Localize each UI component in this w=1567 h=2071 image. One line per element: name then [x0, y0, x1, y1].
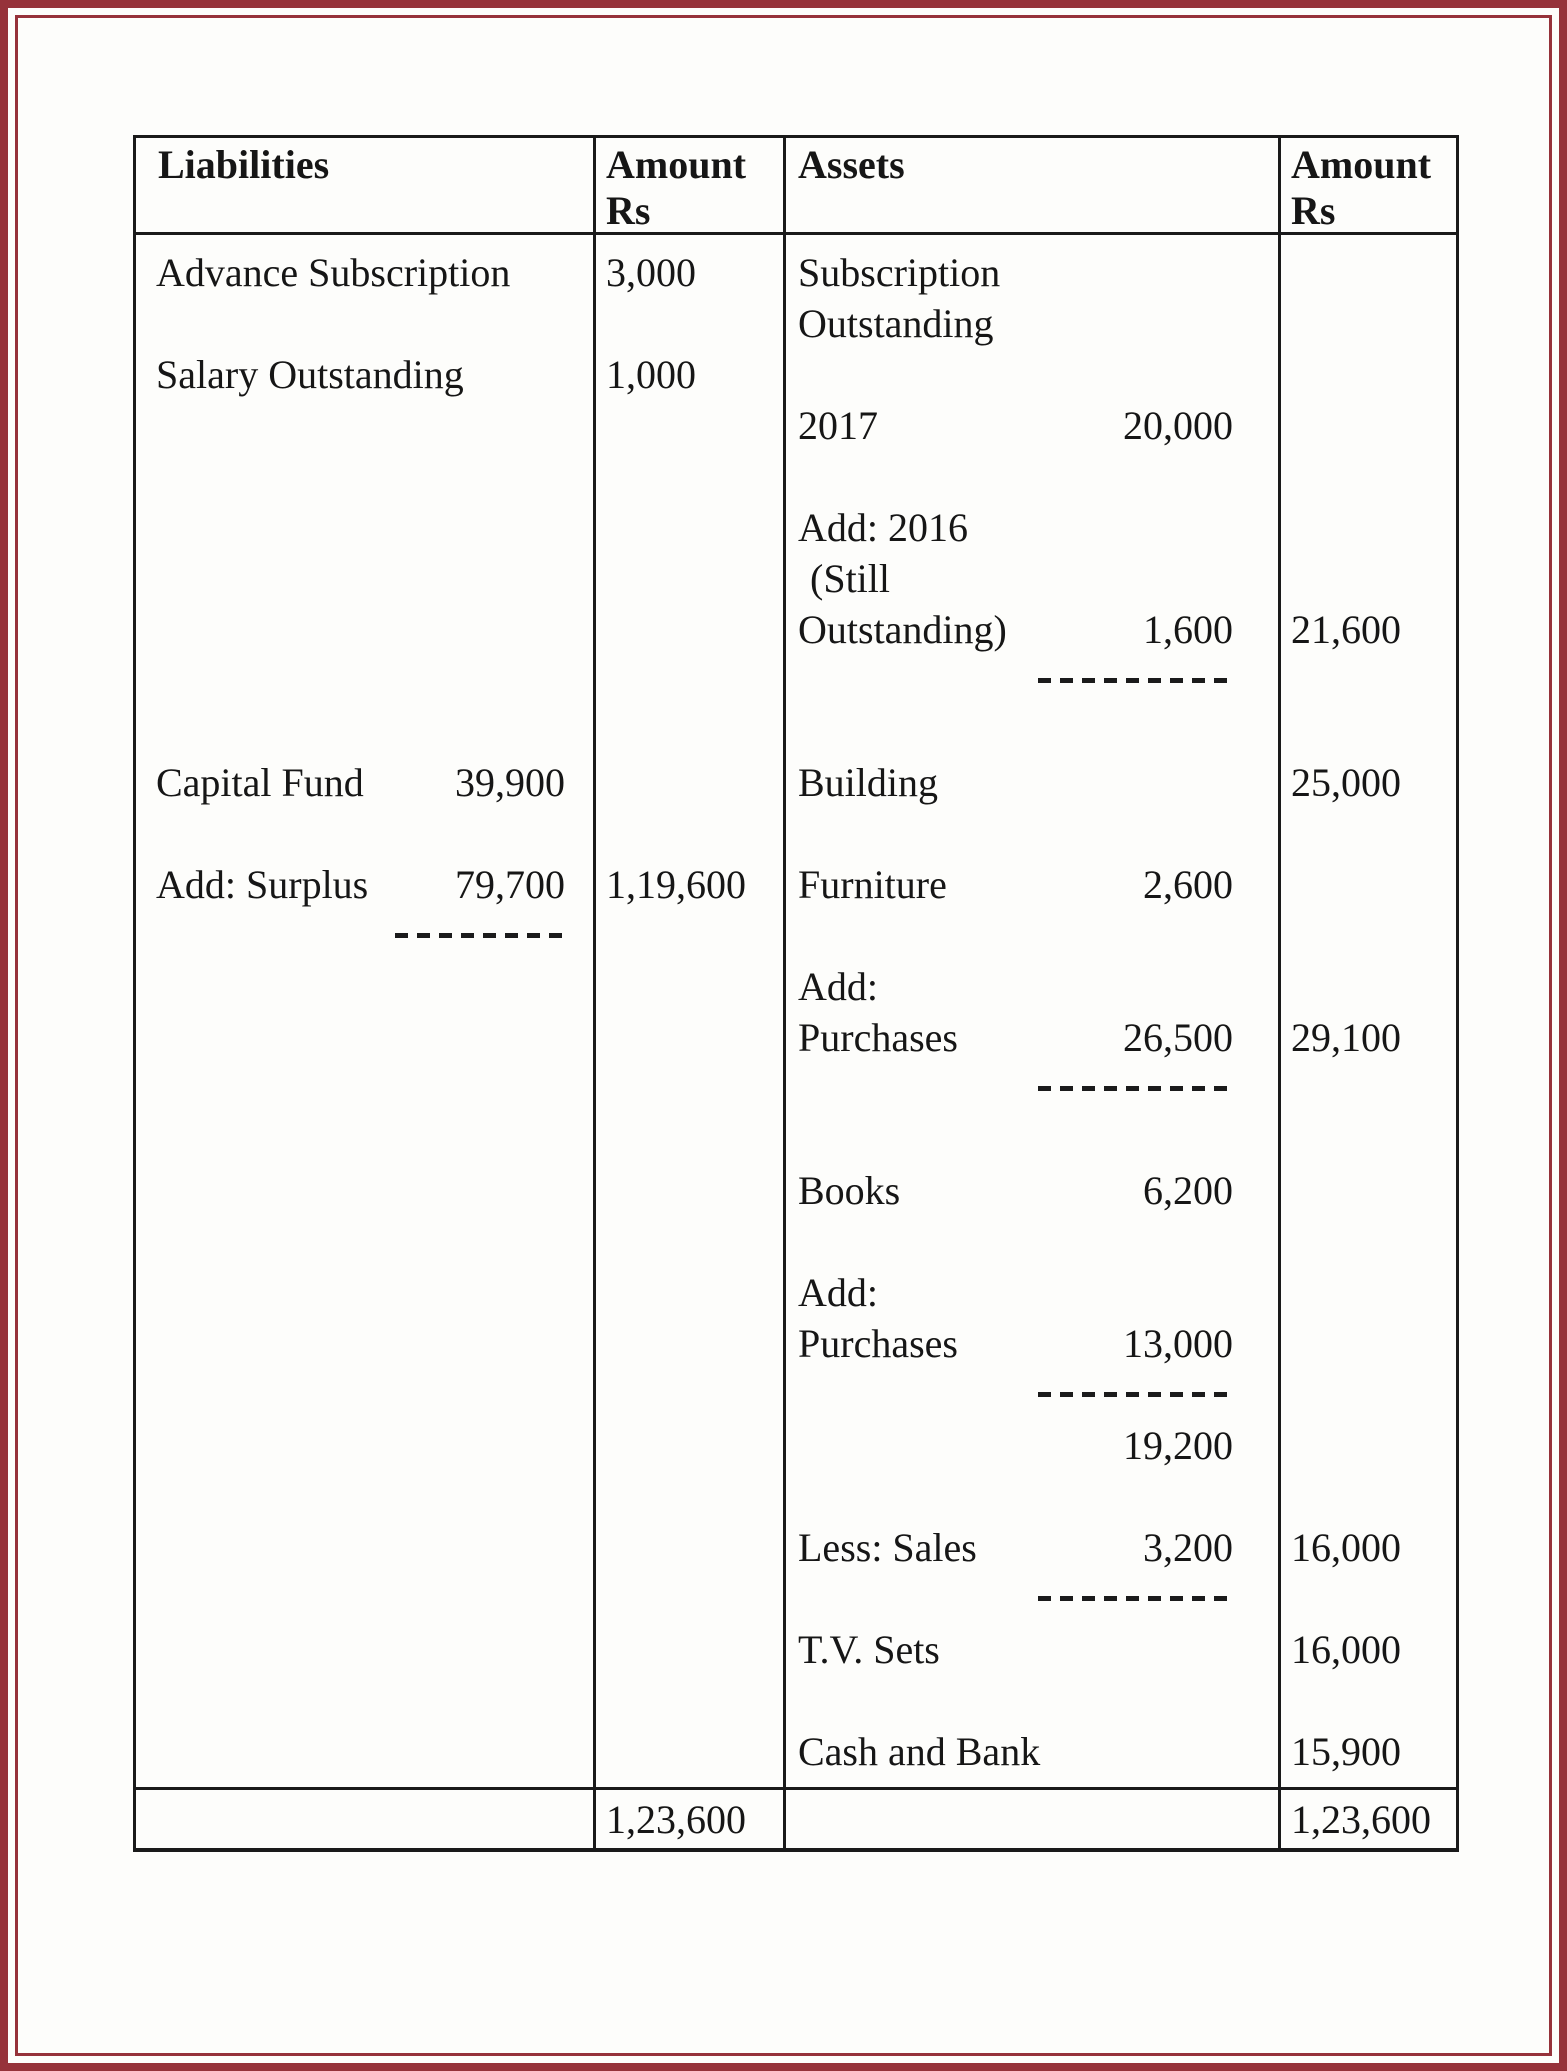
cell-assets-content — [786, 606, 1278, 653]
cell-assets-content — [786, 759, 1278, 806]
cell-assets-label: Add: 2016 — [798, 505, 968, 550]
cell-liabilities-content — [136, 351, 593, 398]
cell-assets — [786, 1318, 1281, 1369]
header-label: Rs — [1291, 188, 1336, 233]
cell-assets-label: T.V. Sets — [798, 1627, 940, 1672]
cell-amount-left — [596, 451, 786, 502]
cell-amount-right — [1281, 1216, 1456, 1267]
cell-assets — [786, 1471, 1281, 1522]
cell-amount-right — [1281, 1114, 1456, 1165]
cell-liabilities — [136, 1573, 596, 1624]
dashed-rule — [1038, 1086, 1233, 1091]
cell-liabilities-label: Add: Surplus — [156, 862, 369, 907]
cell-liabilities — [136, 1114, 596, 1165]
cell-amount-right — [1281, 502, 1456, 553]
cell-assets-content — [786, 249, 1278, 296]
table-row — [136, 1267, 1456, 1318]
table-row — [136, 1165, 1456, 1216]
cell-amount-right — [1281, 961, 1456, 1012]
table-row — [136, 1420, 1456, 1471]
cell-liabilities — [136, 1420, 596, 1471]
cell-amount-right — [1281, 1420, 1456, 1471]
table-body — [136, 235, 1456, 1787]
cell-assets-label: Furniture — [798, 862, 947, 907]
cell-amount-right — [1281, 655, 1456, 706]
cell-amount-left — [596, 1369, 786, 1420]
cell-amount-left — [596, 1012, 786, 1063]
cell-amount-right-value: 16,000 — [1291, 1525, 1401, 1570]
header-label: Amount — [1291, 142, 1432, 187]
total-liabilities-cell — [136, 1790, 596, 1848]
cell-liabilities — [136, 298, 596, 349]
cell-amount-right — [1281, 1165, 1456, 1216]
cell-liabilities-inner-amount: 79,700 — [455, 862, 565, 907]
cell-liabilities-inner-amount: 39,900 — [455, 760, 565, 805]
cell-assets-inner-amount: 19,200 — [1123, 1423, 1233, 1468]
cell-amount-left — [596, 1726, 786, 1777]
cell-assets — [786, 808, 1281, 859]
table-row — [136, 349, 1456, 400]
cell-amount-right — [1281, 859, 1456, 910]
cell-assets-content — [786, 1320, 1278, 1367]
table-row — [136, 1216, 1456, 1267]
cell-amount-left — [596, 859, 786, 910]
cell-assets-label: Add: — [798, 1270, 878, 1315]
cell-amount-left — [596, 604, 786, 655]
cell-liabilities — [136, 961, 596, 1012]
table-row — [136, 502, 1456, 553]
cell-assets — [786, 961, 1281, 1012]
cell-amount-right — [1281, 1267, 1456, 1318]
header-cell-liabilities — [136, 138, 596, 232]
cell-assets-label: Outstanding) — [798, 607, 1007, 652]
cell-amount-left — [596, 400, 786, 451]
cell-amount-right — [1281, 706, 1456, 757]
cell-liabilities — [136, 808, 596, 859]
cell-amount-left — [596, 1420, 786, 1471]
cell-assets-inner-amount: 1,600 — [1143, 607, 1233, 652]
cell-amount-right — [1281, 349, 1456, 400]
spacer-cell — [596, 1777, 786, 1787]
cell-amount-right — [1281, 1318, 1456, 1369]
cell-liabilities — [136, 1624, 596, 1675]
cell-assets — [786, 400, 1281, 451]
cell-assets — [786, 1267, 1281, 1318]
cell-assets — [786, 1063, 1281, 1114]
table-total-row — [136, 1787, 1456, 1848]
cell-assets — [786, 757, 1281, 808]
table-row — [136, 400, 1456, 451]
table-row — [136, 1369, 1456, 1420]
cell-amount-left — [596, 1165, 786, 1216]
cell-assets — [786, 349, 1281, 400]
spacer-cell — [136, 1777, 596, 1787]
table-row — [136, 910, 1456, 961]
table-row — [136, 757, 1456, 808]
cell-assets-content — [786, 1422, 1278, 1469]
dashed-rule — [395, 933, 565, 938]
cell-amount-right-value: 15,900 — [1291, 1729, 1401, 1774]
cell-assets — [786, 1165, 1281, 1216]
cell-amount-left — [596, 1318, 786, 1369]
cell-assets-inner-amount: 2,600 — [1143, 862, 1233, 907]
cell-amount-right — [1281, 1726, 1456, 1777]
total-amount-left-cell — [596, 1790, 786, 1848]
header-cell-assets — [786, 138, 1281, 232]
table-row — [136, 961, 1456, 1012]
table-row — [136, 1675, 1456, 1726]
cell-amount-right-value: 25,000 — [1291, 760, 1401, 805]
cell-amount-right — [1281, 1675, 1456, 1726]
cell-liabilities-label: Advance Subscription — [156, 250, 511, 295]
cell-assets — [786, 1012, 1281, 1063]
header-cell-amount-left — [596, 138, 786, 232]
cell-assets-inner-amount: 20,000 — [1123, 403, 1233, 448]
cell-amount-left — [596, 1624, 786, 1675]
cell-liabilities — [136, 1165, 596, 1216]
cell-assets-content — [786, 504, 1278, 551]
cell-liabilities-content — [136, 861, 593, 908]
table-row — [136, 553, 1456, 604]
cell-amount-left — [596, 1675, 786, 1726]
table-row — [136, 1726, 1456, 1777]
table-row — [136, 1522, 1456, 1573]
cell-assets — [786, 1624, 1281, 1675]
cell-assets — [786, 298, 1281, 349]
table-row — [136, 451, 1456, 502]
table-row — [136, 1114, 1456, 1165]
cell-assets-label: Purchases — [798, 1321, 958, 1366]
cell-assets — [786, 910, 1281, 961]
header-label: Liabilities — [158, 142, 330, 187]
spacer-cell — [1281, 235, 1456, 247]
spacer-cell — [596, 235, 786, 247]
cell-assets-content — [786, 1269, 1278, 1316]
cell-amount-right — [1281, 247, 1456, 298]
total-amount-left-value: 1,23,600 — [606, 1796, 746, 1842]
cell-amount-right — [1281, 1624, 1456, 1675]
cell-assets-content — [786, 1626, 1278, 1673]
cell-assets-label: Add: — [798, 964, 878, 1009]
cell-assets — [786, 604, 1281, 655]
cell-liabilities — [136, 1012, 596, 1063]
cell-liabilities — [136, 604, 596, 655]
spacer-cell — [136, 235, 596, 247]
cell-liabilities — [136, 910, 596, 961]
cell-amount-right — [1281, 451, 1456, 502]
table-row — [136, 1318, 1456, 1369]
cell-assets-label: Less: Sales — [798, 1525, 977, 1570]
cell-assets — [786, 1369, 1281, 1420]
cell-assets-content — [786, 1167, 1278, 1214]
cell-liabilities — [136, 1726, 596, 1777]
cell-liabilities — [136, 553, 596, 604]
header-label: Assets — [798, 142, 905, 187]
cell-amount-right-value: 21,600 — [1291, 607, 1401, 652]
table-header-row — [136, 138, 1456, 235]
cell-amount-left — [596, 655, 786, 706]
cell-amount-left — [596, 1573, 786, 1624]
cell-assets-inner-amount: 26,500 — [1123, 1015, 1233, 1060]
cell-assets — [786, 553, 1281, 604]
cell-amount-right — [1281, 1063, 1456, 1114]
cell-amount-left — [596, 1522, 786, 1573]
spacer-cell — [786, 235, 1281, 247]
cell-assets-label: Purchases — [798, 1015, 958, 1060]
cell-assets — [786, 655, 1281, 706]
cell-amount-left — [596, 247, 786, 298]
cell-amount-left — [596, 1471, 786, 1522]
cell-amount-left — [596, 298, 786, 349]
cell-amount-right — [1281, 298, 1456, 349]
table-row — [136, 247, 1456, 298]
cell-amount-left-value: 1,000 — [606, 352, 696, 397]
cell-liabilities — [136, 1369, 596, 1420]
cell-liabilities — [136, 502, 596, 553]
dashed-rule — [1038, 1596, 1233, 1601]
table-row — [136, 1012, 1456, 1063]
cell-amount-left — [596, 1216, 786, 1267]
cell-liabilities — [136, 451, 596, 502]
cell-liabilities — [136, 400, 596, 451]
cell-amount-right — [1281, 604, 1456, 655]
cell-assets-label: Outstanding — [798, 301, 994, 346]
total-assets-cell — [786, 1790, 1281, 1848]
cell-liabilities-content — [136, 249, 593, 296]
header-label: Amount — [606, 142, 747, 187]
cell-amount-right — [1281, 553, 1456, 604]
cell-assets — [786, 1114, 1281, 1165]
cell-assets — [786, 502, 1281, 553]
cell-amount-left — [596, 961, 786, 1012]
cell-amount-right — [1281, 1012, 1456, 1063]
cell-assets-content — [786, 1014, 1278, 1061]
cell-liabilities-label: Salary Outstanding — [156, 352, 464, 397]
total-amount-right-value: 1,23,600 — [1291, 1796, 1431, 1842]
cell-assets-content — [786, 402, 1278, 449]
header-label: Rs — [606, 188, 651, 233]
header-cell-amount-right — [1281, 138, 1456, 232]
cell-assets-content — [786, 963, 1278, 1010]
cell-assets — [786, 1420, 1281, 1471]
cell-liabilities — [136, 1267, 596, 1318]
cell-assets-inner-amount: 3,200 — [1143, 1525, 1233, 1570]
cell-amount-right — [1281, 1522, 1456, 1573]
cell-amount-left-value: 1,19,600 — [606, 862, 746, 907]
table-row — [136, 298, 1456, 349]
cell-amount-right — [1281, 1471, 1456, 1522]
balance-sheet-table — [133, 135, 1459, 1852]
cell-assets — [786, 1216, 1281, 1267]
table-row — [136, 1063, 1456, 1114]
spacer-cell — [786, 1777, 1281, 1787]
cell-assets — [786, 1573, 1281, 1624]
cell-liabilities — [136, 1216, 596, 1267]
cell-liabilities — [136, 1675, 596, 1726]
cell-liabilities-label: Capital Fund — [156, 760, 364, 805]
cell-amount-left — [596, 502, 786, 553]
cell-liabilities — [136, 859, 596, 910]
spacer-row — [136, 1777, 1456, 1787]
cell-amount-left — [596, 910, 786, 961]
table-row — [136, 655, 1456, 706]
cell-assets-label: Subscription — [798, 250, 1001, 295]
cell-amount-left — [596, 553, 786, 604]
cell-assets-label: 2017 — [798, 403, 878, 448]
spacer-cell — [1281, 1777, 1456, 1787]
cell-liabilities — [136, 349, 596, 400]
cell-assets — [786, 706, 1281, 757]
table-row — [136, 1624, 1456, 1675]
cell-assets-inner-amount: 13,000 — [1123, 1321, 1233, 1366]
cell-amount-left — [596, 1063, 786, 1114]
cell-amount-left — [596, 1267, 786, 1318]
cell-amount-right — [1281, 757, 1456, 808]
cell-amount-right-value: 16,000 — [1291, 1627, 1401, 1672]
cell-liabilities — [136, 655, 596, 706]
cell-amount-left-value: 3,000 — [606, 250, 696, 295]
cell-assets — [786, 247, 1281, 298]
cell-amount-right — [1281, 1573, 1456, 1624]
cell-liabilities — [136, 1063, 596, 1114]
cell-assets-inner-amount: 6,200 — [1143, 1168, 1233, 1213]
table-row — [136, 1471, 1456, 1522]
cell-assets-content — [786, 861, 1278, 908]
cell-amount-left — [596, 1114, 786, 1165]
cell-assets-content — [786, 300, 1278, 347]
spacer-row — [136, 235, 1456, 247]
cell-amount-right-value: 29,100 — [1291, 1015, 1401, 1060]
table-row — [136, 859, 1456, 910]
cell-assets-label: Building — [798, 760, 939, 805]
cell-amount-left — [596, 808, 786, 859]
cell-liabilities — [136, 1471, 596, 1522]
cell-amount-right — [1281, 910, 1456, 961]
table-row — [136, 706, 1456, 757]
table-row — [136, 604, 1456, 655]
cell-assets-content — [786, 555, 1278, 602]
cell-assets — [786, 859, 1281, 910]
table-row — [136, 1573, 1456, 1624]
cell-amount-left — [596, 757, 786, 808]
cell-amount-left — [596, 349, 786, 400]
cell-assets — [786, 1522, 1281, 1573]
cell-amount-right — [1281, 808, 1456, 859]
dashed-rule — [1038, 678, 1233, 683]
cell-amount-right — [1281, 1369, 1456, 1420]
cell-assets-content — [786, 1524, 1278, 1571]
cell-liabilities — [136, 1318, 596, 1369]
cell-amount-right — [1281, 400, 1456, 451]
cell-liabilities — [136, 1522, 596, 1573]
total-amount-right-cell — [1281, 1790, 1456, 1848]
cell-liabilities-content — [136, 759, 593, 806]
cell-liabilities — [136, 247, 596, 298]
cell-assets-label: (Still — [810, 556, 891, 601]
cell-liabilities — [136, 757, 596, 808]
cell-assets-label: Cash and Bank — [798, 1729, 1041, 1774]
dashed-rule — [1038, 1392, 1233, 1397]
cell-assets-label: Books — [798, 1168, 901, 1213]
cell-assets — [786, 1726, 1281, 1777]
table-row — [136, 808, 1456, 859]
cell-amount-left — [596, 706, 786, 757]
cell-assets-content — [786, 1728, 1278, 1775]
cell-assets — [786, 451, 1281, 502]
cell-liabilities — [136, 706, 596, 757]
cell-assets — [786, 1675, 1281, 1726]
